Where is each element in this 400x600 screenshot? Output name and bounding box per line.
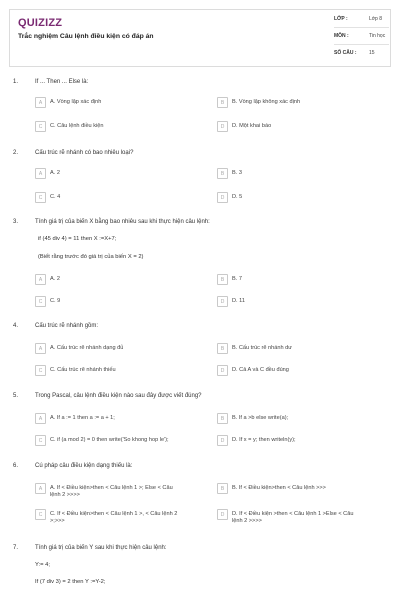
question-text: Trong Pascal, câu lệnh điều kiện nào sau đây được viết đúng?	[35, 393, 202, 399]
meta-divider	[334, 44, 389, 45]
meta-row-count	[334, 50, 394, 62]
option-c[interactable]	[35, 192, 210, 204]
option-b[interactable]	[217, 274, 387, 286]
option-letter: B	[217, 168, 228, 179]
option-text: A. If < Điều kiện>then < Câu lệnh 1 >; Else < Câu lệnh 2 >>>>	[50, 485, 173, 499]
option-text: A. Vòng lặp xác định	[50, 99, 102, 105]
option-letter: D	[217, 509, 228, 520]
option-letter: B	[217, 483, 228, 494]
option-text: D. Một khai báo	[232, 123, 272, 129]
question-number: 6.	[13, 463, 19, 469]
option-letter: A	[35, 274, 46, 285]
option-d[interactable]	[217, 192, 387, 204]
option-letter: C	[35, 296, 46, 307]
option-letter: C	[35, 365, 46, 376]
option-text: B. 3	[232, 170, 242, 176]
option-text: D. If x = y; then writeln(y);	[232, 437, 296, 443]
option-c[interactable]	[35, 296, 210, 308]
option-letter: A	[35, 483, 46, 494]
option-c[interactable]	[35, 435, 210, 447]
option-letter: B	[217, 413, 228, 424]
question-code-line: If (7 div 3) = 2 then Y :=Y-2;	[35, 579, 106, 585]
option-letter: C	[35, 435, 46, 446]
question-text: If ... Then ... Else là:	[35, 79, 89, 85]
question-text: Tính giá trị của biến Y sau khi thực hiện câu lệnh:	[35, 545, 167, 551]
option-b[interactable]	[217, 483, 387, 495]
quizizz-logo: QUIZIZZ	[18, 17, 63, 29]
option-text: A. 2	[50, 170, 60, 176]
option-d[interactable]	[217, 296, 387, 308]
option-text: D. 11	[232, 298, 245, 304]
question-number: 2.	[13, 150, 19, 156]
option-text: D. Cả A và C đều đúng	[232, 367, 289, 373]
option-a[interactable]	[35, 413, 210, 425]
worksheet-meta	[326, 10, 391, 68]
option-d[interactable]	[217, 365, 387, 377]
question-text: Cú pháp câu điều kiện dạng thiếu là:	[35, 463, 133, 469]
option-b[interactable]	[217, 413, 387, 425]
option-text: C. if (a mod 2) = 0 then write('So khong hop le');	[50, 437, 169, 443]
option-letter: C	[35, 192, 46, 203]
option-a[interactable]	[35, 343, 210, 355]
meta-divider	[334, 27, 389, 28]
question-text: Cấu trúc rẽ nhánh có bao nhiêu loại?	[35, 150, 134, 156]
option-text: C. 4	[50, 194, 61, 200]
meta-label: SỐ CÂU :	[334, 50, 357, 56]
option-text: C. Cấu trúc rẽ nhánh thiếu	[50, 367, 116, 373]
option-letter: D	[217, 121, 228, 132]
option-letter: A	[35, 168, 46, 179]
meta-value: Tin học	[369, 33, 386, 39]
option-b[interactable]	[217, 168, 387, 180]
worksheet-header	[9, 9, 391, 67]
option-d[interactable]	[217, 435, 387, 447]
option-letter: B	[217, 274, 228, 285]
option-c[interactable]	[35, 365, 210, 377]
option-text: A. Cấu trúc rẽ nhánh dạng đủ	[50, 345, 124, 351]
question-number: 5.	[13, 393, 19, 399]
option-a[interactable]	[35, 168, 210, 180]
meta-label: LỚP :	[334, 16, 348, 22]
option-letter: A	[35, 343, 46, 354]
option-a[interactable]	[35, 274, 210, 286]
option-text: C. If < Điều kiện>then < Câu lệnh 1 >, < Câu lệnh 2 >;>>>	[50, 511, 178, 525]
question-number: 7.	[13, 545, 19, 551]
meta-value: 15	[369, 50, 375, 56]
option-letter: D	[217, 435, 228, 446]
option-text: C. Câu lệnh điều kiện	[50, 123, 104, 129]
option-text: A. 2	[50, 276, 60, 282]
option-letter: A	[35, 97, 46, 108]
question-number: 1.	[13, 79, 19, 85]
question-text: Tính giá trị của biến X bằng bao nhiêu sau khi thực hiện câu lệnh:	[35, 219, 210, 225]
option-b[interactable]	[217, 343, 387, 355]
option-letter: D	[217, 296, 228, 307]
option-text: D. 5	[232, 194, 243, 200]
option-text: B. If a >b else write(a);	[232, 415, 289, 421]
option-d[interactable]	[217, 509, 387, 525]
option-text: A. If a := 1 then a := a + 1;	[50, 415, 115, 421]
question-number: 4.	[13, 323, 19, 329]
meta-label: MÔN :	[334, 33, 349, 39]
option-text: D. If < Điều kiện >then < Câu lệnh 1 >Else < Câu lệnh 2 >>>>	[232, 511, 354, 525]
option-letter: C	[35, 121, 46, 132]
meta-value: Lớp 8	[369, 16, 383, 22]
option-b[interactable]	[217, 97, 387, 109]
question-code-line: if (45 div 4) = 11 then X :=X+7;	[38, 236, 117, 242]
option-d[interactable]	[217, 121, 387, 133]
option-letter: D	[217, 365, 228, 376]
option-letter: A	[35, 413, 46, 424]
option-text: C. 9	[50, 298, 61, 304]
option-text: B. Cấu trúc rẽ nhánh dư	[232, 345, 293, 351]
option-text: B. Vòng lặp không xác định	[232, 99, 301, 105]
option-letter: D	[217, 192, 228, 203]
question-number: 3.	[13, 219, 19, 225]
option-text: B. 7	[232, 276, 242, 282]
option-a[interactable]	[35, 483, 210, 499]
page-title: Trắc nghiệm Câu lệnh điều kiện có đáp án	[18, 33, 154, 40]
option-text: B. If < Điều kiện>then < Câu lệnh >>>	[232, 485, 326, 491]
option-letter: B	[217, 97, 228, 108]
option-a[interactable]	[35, 97, 210, 109]
question-note: (Biết rằng trước đó giá trị của biến X = 2)	[38, 254, 144, 260]
question-code-line: Y:= 4;	[35, 562, 50, 568]
question-text: Cấu trúc rẽ nhánh gồm:	[35, 323, 99, 329]
option-c[interactable]	[35, 121, 210, 133]
option-letter: B	[217, 343, 228, 354]
option-letter: C	[35, 509, 46, 520]
option-c[interactable]	[35, 509, 210, 525]
